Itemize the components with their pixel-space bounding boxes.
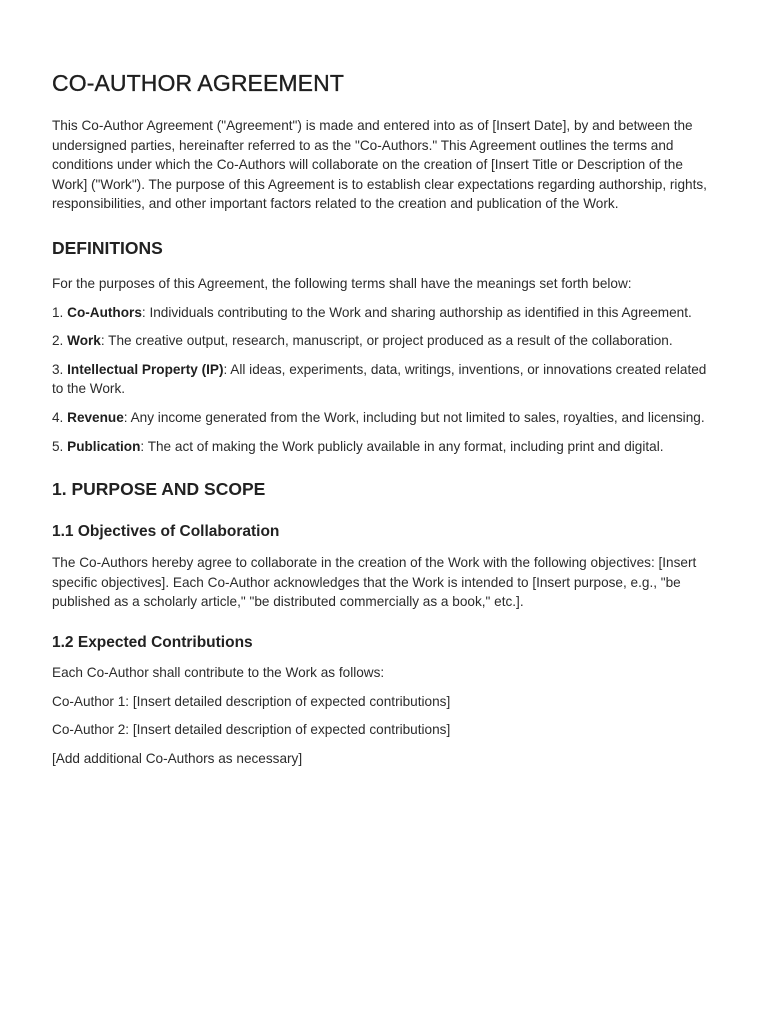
document-page: [52, 70, 720, 768]
document-title: CO-AUTHOR AGREEMENT: [52, 70, 344, 96]
section-1-heading: 1. PURPOSE AND SCOPE: [52, 479, 266, 500]
definition-term: Publication: [67, 438, 141, 454]
subsection-1-1-text: The Co-Authors hereby agree to collaborate in the creation of the Work with the following objectives: [Insert specific objectives]. Each Co-Author acknowledges that the Work is intended to [Insert purpose, e.g., "be published as a scholarly article," "be distributed commercially as a book," etc.].: [52, 555, 697, 610]
contributions-lead: Each Co-Author shall contribute to the Work as follows:: [52, 664, 385, 680]
definition-item: 4. Revenue: Any income generated from the Work, including but not limited to sales, royalties, and licensing.: [52, 409, 705, 425]
definition-item: 5. Publication: The act of making the Work publicly available in any format, including print and digital.: [52, 438, 664, 454]
definition-item: 3. Intellectual Property (IP): All ideas, experiments, data, writings, inventions, or innovations created related to the Work.: [52, 361, 707, 397]
subsection-1-1-heading: 1.1 Objectives of Collaboration: [52, 523, 280, 541]
definition-term: Work: [67, 333, 101, 349]
definitions-heading: DEFINITIONS: [52, 237, 163, 258]
subsection-1-2-heading: 1.2 Expected Contributions: [52, 633, 253, 651]
definition-item: 2. Work: The creative output, research, manuscript, or project produced as a result of the collaboration.: [52, 333, 673, 349]
intro-paragraph: This Co-Author Agreement ("Agreement") is made and entered into as of [Insert Date], by and between the undersigned parties, hereinafter referred to as the "Co-Authors." This Agreement outlines the terms and conditions under which the Co-Authors will collaborate on the creation of [Insert Title or Description of the Work] ("Work"). The purpose of this Agreement is to establish clear expectations regarding authorship, rights, responsibilities, and other important factors related to the creation and publication of the Work.: [52, 118, 707, 212]
definitions-list: [52, 303, 720, 457]
contribution-line: [Add additional Co-Authors as necessary]: [52, 750, 303, 766]
definition-term: Co-Authors: [67, 304, 142, 320]
definitions-lead: For the purposes of this Agreement, the following terms shall have the meanings set forth below:: [52, 275, 632, 291]
definition-term: Revenue: [67, 409, 124, 425]
contribution-line: Co-Author 1: [Insert detailed description of expected contributions]: [52, 693, 451, 709]
contribution-line: Co-Author 2: [Insert detailed description of expected contributions]: [52, 722, 451, 738]
definition-term: Intellectual Property (IP): [67, 361, 224, 377]
definition-item: 1. Co-Authors: Individuals contributing to the Work and sharing authorship as identified in this Agreement.: [52, 304, 692, 320]
